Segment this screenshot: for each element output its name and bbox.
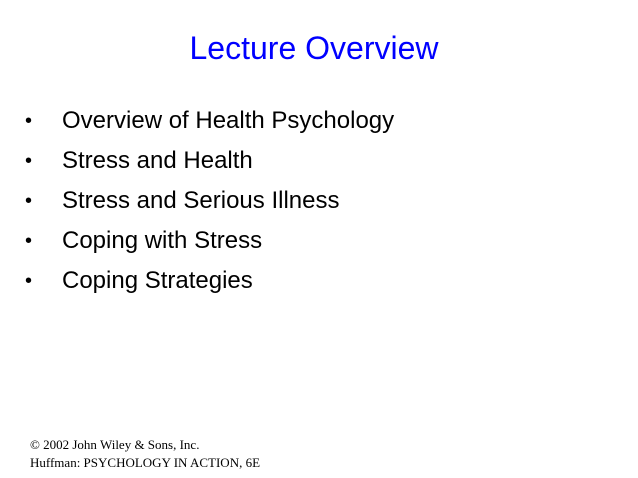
- bullet-text: Coping with Stress: [62, 227, 263, 254]
- bullet-point-icon: •: [25, 230, 33, 252]
- bullet-point-icon: •: [25, 150, 33, 172]
- slide-footer: [30, 436, 260, 472]
- slide-title: Lecture Overview: [189, 30, 439, 66]
- bullet-point-icon: •: [25, 190, 33, 212]
- bullet-text: Stress and Serious Illness: [62, 187, 340, 214]
- bullet-text: Stress and Health: [62, 147, 253, 174]
- copyright-notice: © 2002 John Wiley & Sons, Inc.: [30, 437, 200, 452]
- book-citation: Huffman: PSYCHOLOGY IN ACTION, 6E: [30, 455, 261, 470]
- bullet-point-icon: •: [25, 270, 33, 292]
- bullet-text: Overview of Health Psychology: [62, 107, 395, 134]
- bullet-text: Coping Strategies: [62, 267, 253, 294]
- bullet-point-icon: •: [25, 110, 33, 132]
